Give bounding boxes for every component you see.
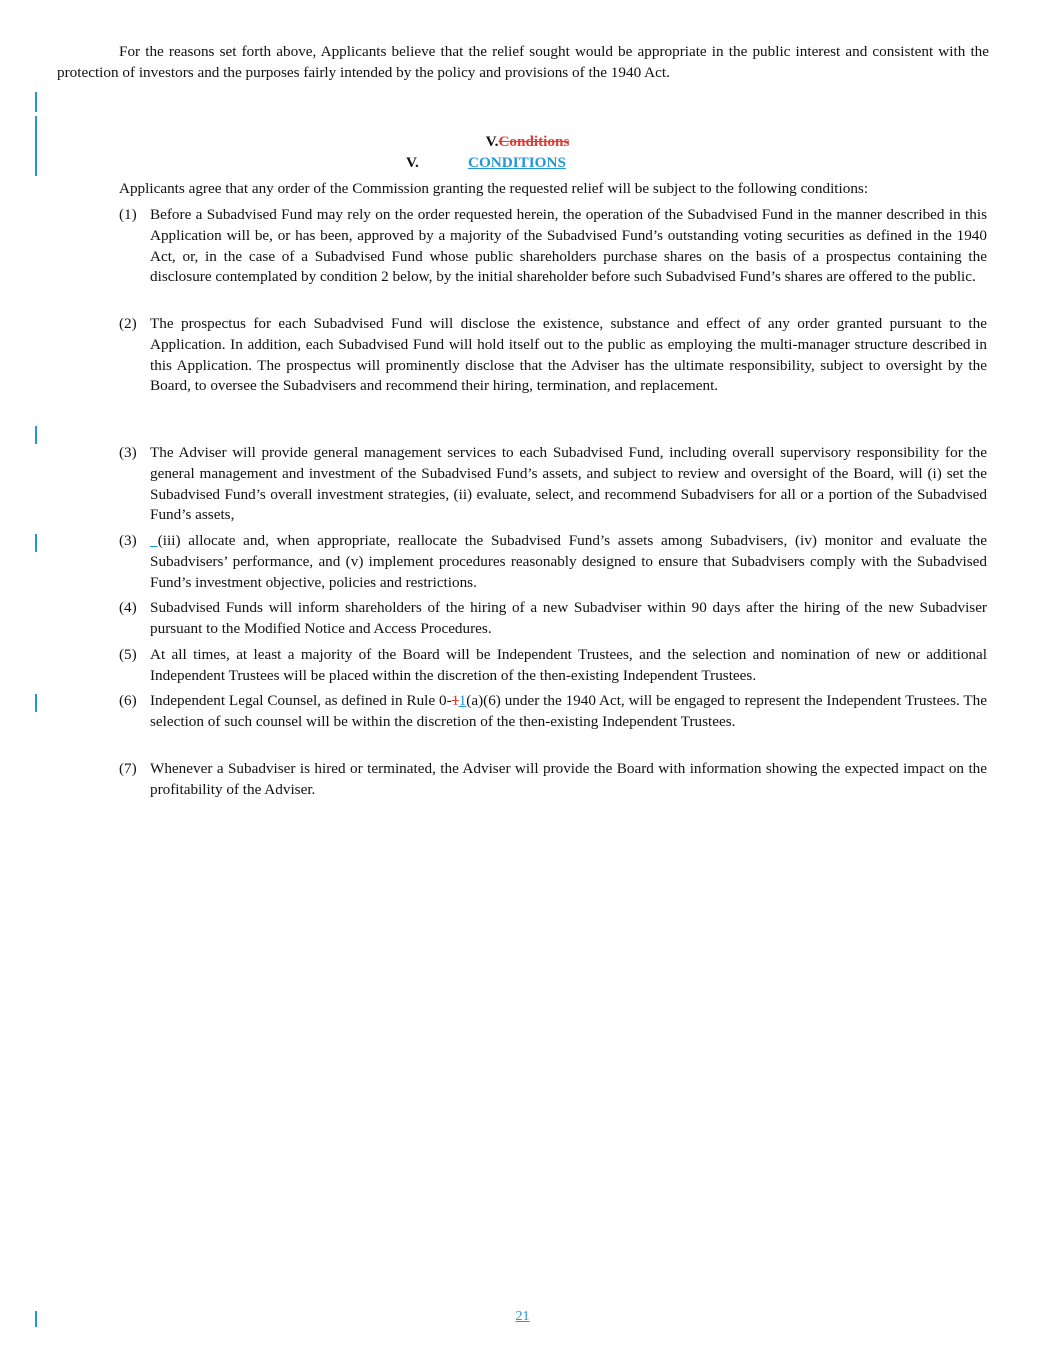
condition-text-after: (a)(6) under the 1940 Act, will be engaged to represent the Independent Trustees. The selection of such counsel will be within the discretion of the then-existing Independent Trustees.: [150, 692, 987, 730]
section-number: V.: [406, 154, 419, 171]
condition-item: [119, 598, 987, 640]
condition-item: [119, 645, 987, 687]
condition-item: [119, 759, 987, 801]
condition-text: Whenever a Subadviser is hired or terminated, the Adviser will provide the Board with information showing the expected impact on the profitability of the Adviser.: [150, 760, 987, 798]
change-bar: [35, 426, 37, 444]
condition-text: The prospectus for each Subadvised Fund will disclose the existence, substance and effect of any order granted pursuant to the Application. In addition, each Subadvised Fund will hold itself out to the public as employing the multi-manager structure described in this Application. The prospectus will prominently disclose that the Adviser has the ultimate responsibility, subject to oversight by the Board, to oversee the Subadvisers and recommend their hiring, termination, and replacement.: [150, 315, 987, 395]
condition-item: [119, 314, 987, 397]
condition-number: (7): [119, 760, 137, 777]
inserted-space: [150, 532, 158, 549]
conditions-lead-in: Applicants agree that any order of the Commission granting the requested relief will be subject to the following conditions:: [119, 180, 869, 197]
change-bar: [35, 92, 37, 112]
condition-number: (3): [119, 532, 137, 549]
condition-text-wrapper: [150, 691, 987, 733]
deleted-character: 1: [451, 692, 459, 709]
intro-paragraph: For the reasons set forth above, Applicants believe that the relief sought would be appropriate in the public interest and consistent with the protection of investors and the purposes fairly intended by the policy and provisions of the 1940 Act.: [57, 43, 989, 81]
condition-item: [119, 443, 987, 526]
condition-text-before: Independent Legal Counsel, as defined in Rule 0-: [150, 692, 452, 709]
condition-item: [119, 531, 987, 593]
condition-number: (2): [119, 315, 137, 332]
condition-number: (4): [119, 599, 137, 616]
condition-text: Before a Subadvised Fund may rely on the order requested herein, the operation of the Subadvised Fund in the manner described in this Application will be, or has been, approved by a majority of the Subadvised Fund’s outstanding voting securities as defined in the 1940 Act, or, in the case of a Subadvised Fund whose public shareholders purchase shares on the basis of a prospectus containing the disclosure contemplated by condition 2 below, by the initial shareholder before such Subadvised Fund’s shares are offered to the public.: [150, 206, 987, 286]
deleted-heading-prefix: V.: [485, 133, 499, 150]
deleted-heading-text: Conditions: [498, 133, 570, 150]
condition-text-wrapper: [150, 531, 987, 593]
condition-item: [119, 205, 987, 288]
change-bar: [35, 694, 37, 712]
condition-number: (6): [119, 692, 137, 709]
condition-text: Subadvised Funds will inform shareholders of the hiring of a new Subadviser within 90 days after the hiring of the new Subadviser pursuant to the Modified Notice and Access Procedures.: [150, 599, 987, 637]
deleted-heading: [0, 132, 1055, 153]
condition-text: At all times, at least a majority of the Board will be Independent Trustees, and the selection and nomination of new or additional Independent Trustees will be placed within the discretion of the then-existing Independent Trustees.: [150, 646, 987, 684]
section-title: CONDITIONS: [468, 154, 566, 171]
condition-text: (iii) allocate and, when appropriate, reallocate the Subadvised Fund’s assets among Subadvisers, (iv) monitor and evaluate the Subadvisers’ performance, and (v) implement procedures reasonably designed to ensure that Subadvisers comply with the Subadvised Fund’s investment objective, policies and restrictions.: [150, 532, 987, 591]
condition-number: (5): [119, 646, 137, 663]
page-number[interactable]: 21: [515, 1309, 530, 1324]
condition-item: [119, 691, 987, 733]
change-bar: [35, 534, 37, 552]
condition-number: (1): [119, 206, 137, 223]
condition-number: (3): [119, 444, 137, 461]
condition-text: The Adviser will provide general management services to each Subadvised Fund, including overall supervisory responsibility for the general management and investment of the Subadvised Fund’s assets, and subject to review and oversight of the Board, will (i) set the Subadvised Fund’s overall investment strategies, (ii) evaluate, select, and recommend Subadvisers for all or a portion of the Subadvised Fund’s assets,: [150, 444, 987, 524]
inserted-character: 1: [458, 692, 467, 709]
